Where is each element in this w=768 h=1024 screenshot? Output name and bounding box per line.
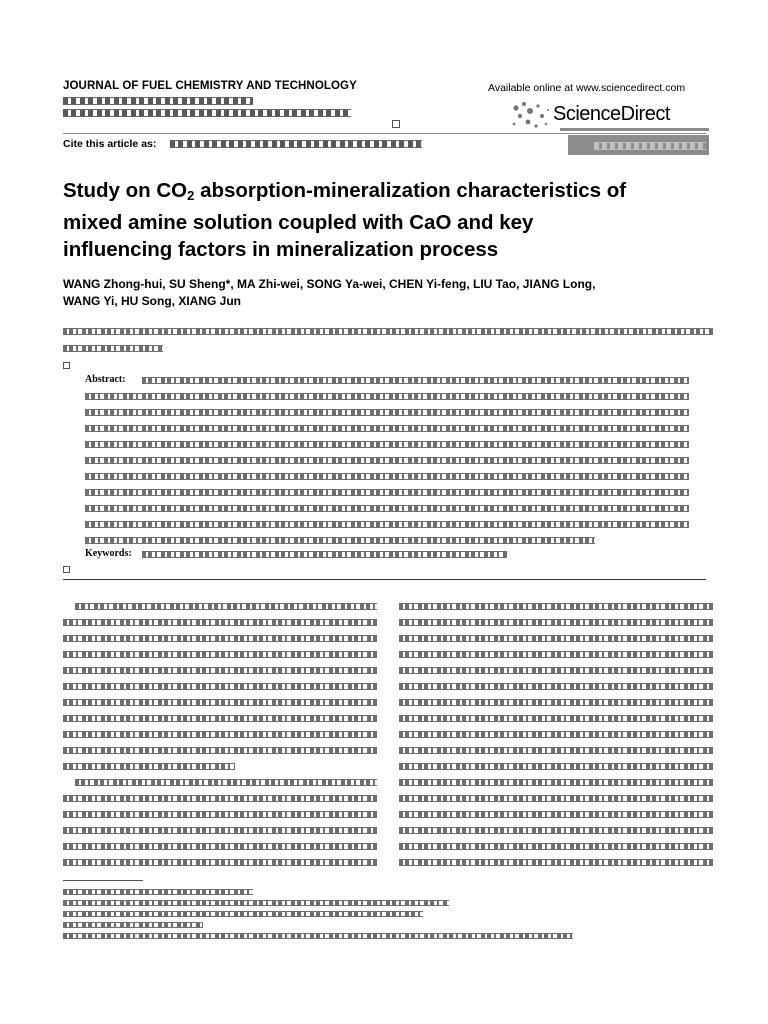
header-gray-bar — [560, 128, 709, 131]
keywords-line — [142, 551, 507, 558]
article-type-garbled — [594, 142, 706, 150]
body-line — [399, 859, 713, 866]
body-line — [63, 843, 377, 850]
abstract-label: Abstract: — [85, 374, 126, 385]
body-line — [63, 811, 377, 818]
body-line — [399, 779, 713, 786]
available-online-text: Available online at www.sciencedirect.com — [488, 82, 686, 94]
author-list: WANG Zhong-hui, SU Sheng*, MA Zhi-wei, SONG Ya-wei, CHEN Yi-feng, LIU Tao, JIANG Long, WANG Yi, HU Song, XIANG Jun — [63, 277, 596, 308]
paragraph-mark — [63, 566, 70, 573]
paragraph-mark — [63, 362, 70, 369]
abstract-line — [85, 521, 689, 528]
abstract-line — [85, 457, 689, 464]
body-line — [399, 651, 713, 658]
body-line — [63, 859, 377, 866]
footnote-line — [63, 900, 449, 906]
header-mark — [392, 120, 400, 128]
affiliation-line — [63, 345, 163, 352]
body-line — [63, 635, 377, 642]
abstract-line — [85, 473, 689, 480]
body-line — [399, 763, 713, 770]
citation-garbled — [170, 140, 422, 148]
body-line — [399, 795, 713, 802]
abstract-line — [85, 537, 595, 544]
journal-info-garbled — [63, 109, 351, 117]
sciencedirect-logo-icon — [508, 98, 553, 132]
abstract-line — [85, 489, 689, 496]
body-line — [63, 667, 377, 674]
body-line — [63, 715, 377, 722]
body-line — [399, 843, 713, 850]
body-line — [399, 715, 713, 722]
footnote-rule — [63, 880, 143, 881]
footnote-line — [63, 933, 573, 939]
journal-subtitle-garbled — [63, 97, 253, 105]
body-line — [63, 795, 377, 802]
body-line — [399, 603, 713, 610]
journal-name: JOURNAL OF FUEL CHEMISTRY AND TECHNOLOGY — [63, 80, 357, 92]
abstract-rule — [63, 579, 706, 580]
body-line — [63, 747, 377, 754]
sciencedirect-wordmark: ScienceDirect — [553, 103, 670, 125]
body-line — [399, 683, 713, 690]
body-line — [75, 779, 377, 786]
body-line — [63, 619, 377, 626]
body-line — [399, 731, 713, 738]
footnote-line — [63, 922, 203, 928]
body-line — [63, 731, 377, 738]
body-line — [63, 683, 377, 690]
body-line — [399, 747, 713, 754]
affiliation-line — [63, 328, 713, 335]
body-line — [399, 619, 713, 626]
body-line — [399, 667, 713, 674]
article-title: Study on $CO_2$ absorption-mineralization characteristics of mixed amine solution coupled with CaO and key influencing factors in mineralization process — [63, 179, 627, 261]
body-line — [63, 699, 377, 706]
abstract-line — [142, 377, 689, 384]
body-line — [399, 699, 713, 706]
body-line — [399, 827, 713, 834]
body-line — [63, 827, 377, 834]
abstract-line — [85, 425, 689, 432]
abstract-line — [85, 441, 689, 448]
body-line — [399, 811, 713, 818]
keywords-label: Keywords: — [85, 548, 132, 559]
body-line — [75, 603, 377, 610]
abstract-line — [85, 505, 689, 512]
abstract-line — [85, 393, 689, 400]
body-line — [399, 635, 713, 642]
body-line — [63, 763, 235, 770]
footnote-line — [63, 911, 423, 917]
footnote-line — [63, 889, 253, 895]
abstract-line — [85, 409, 689, 416]
body-line — [63, 651, 377, 658]
header-rule — [63, 133, 706, 134]
cite-label: Cite this article as: — [63, 138, 157, 150]
